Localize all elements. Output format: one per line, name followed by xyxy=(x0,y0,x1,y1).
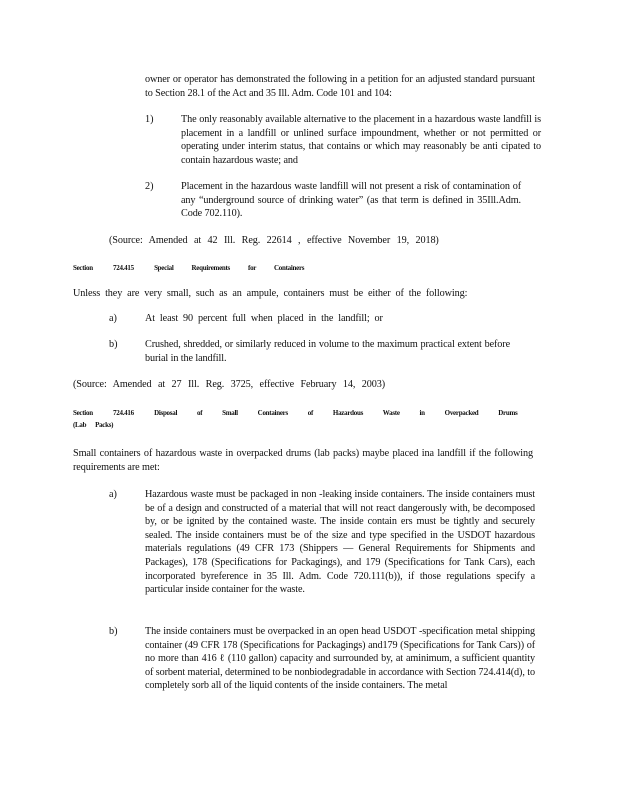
list-number: a) xyxy=(109,489,117,500)
list-item-text: Crushed, shredded, or similarly reduced in volume to the maximum practical extent before burial in the landfill. xyxy=(145,339,510,364)
section-title-continued: (Lab Packs) xyxy=(73,420,114,429)
section-number: 724.415 xyxy=(113,263,134,272)
list-number: 2) xyxy=(145,181,154,192)
section-title: Disposal of Small Containers of Hazardous Waste in Overpacked Drums xyxy=(154,408,518,417)
section-paragraph: Unless they are very small, such as an ampule, containers must be either of the following: xyxy=(73,288,468,299)
list-item-text: The only reasonably available alternative to the placement in a hazardous waste landfill is placement in a landfill or unlined surface impoundment, whether or not permitted or operating under interim status, that contains or which may reasonably be anti cipated to contain hazardous waste; and xyxy=(181,114,541,166)
section-number: 724.416 xyxy=(113,408,134,417)
list-number: a) xyxy=(109,313,117,324)
section-heading-724-416 xyxy=(73,407,551,431)
list-number: b) xyxy=(109,339,118,350)
list-item-text: Placement in the hazardous waste landfill will not present a risk of contamination of any “underground source of drinking water” (as that term is defined in 35Ill.Adm. Code 702.110). xyxy=(181,181,521,220)
list-number: 1) xyxy=(145,114,154,125)
source-note: (Source: Amended at 42 Ill. Reg. 22614 , effective November 19, 2018) xyxy=(109,235,439,246)
intro-paragraph: owner or operator has demonstrated the following in a petition for an adjusted standard pursuant to Section 28.1 of the Act and 35 Ill. Adm. Code 101 and 104: xyxy=(145,74,535,99)
list-item-text: The inside containers must be overpacked in an open head USDOT -specification metal shipping container (49 CFR 178 (Specifications for Packagings) and179 (Specifications for Tank Cars)) of no more than 416 ℓ (110 gallon) capacity and surrounded by, at aminimum, a sufficient quantity of sorbent material, determined to be nonbiodegradable in accordance with Section 724.414(d), to completely sorb all of the liquid contents of the inside containers. The metal xyxy=(145,626,535,692)
section-label: Section xyxy=(73,408,93,417)
source-note: (Source: Amended at 27 Ill. Reg. 3725, effective February 14, 2003) xyxy=(73,379,386,390)
list-number: b) xyxy=(109,626,118,637)
section-title: Special Requirements for Containers xyxy=(154,263,305,272)
section-label: Section xyxy=(73,263,93,272)
section-heading-724-415 xyxy=(73,262,367,274)
section-paragraph: Small containers of hazardous waste in overpacked drums (lab packs) maybe placed ina landfill if the following requirements are met: xyxy=(73,448,533,473)
list-item-text: At least 90 percent full when placed in the landfill; or xyxy=(145,313,383,324)
list-item-text: Hazardous waste must be packaged in non -leaking inside containers. The inside containers must be of a design and constructed of a material that will not react dangerously with, be decomposed by, or be ignited by the contained waste. The inside contain ers must be tightly and securely sealed. The inside containers must be of the size and type specified in the USDOT hazardous materials regulations (49 CFR 173 (Shippers — General Requirements for Shipments and Packages), 178 (Specifications for Packagings), and 179 (Specifications for Tank Cars), each incorporated byreference in 35 Ill. Adm. Code 720.111(b)), if those regulations specify a particular inside container for the waste. xyxy=(145,489,535,596)
